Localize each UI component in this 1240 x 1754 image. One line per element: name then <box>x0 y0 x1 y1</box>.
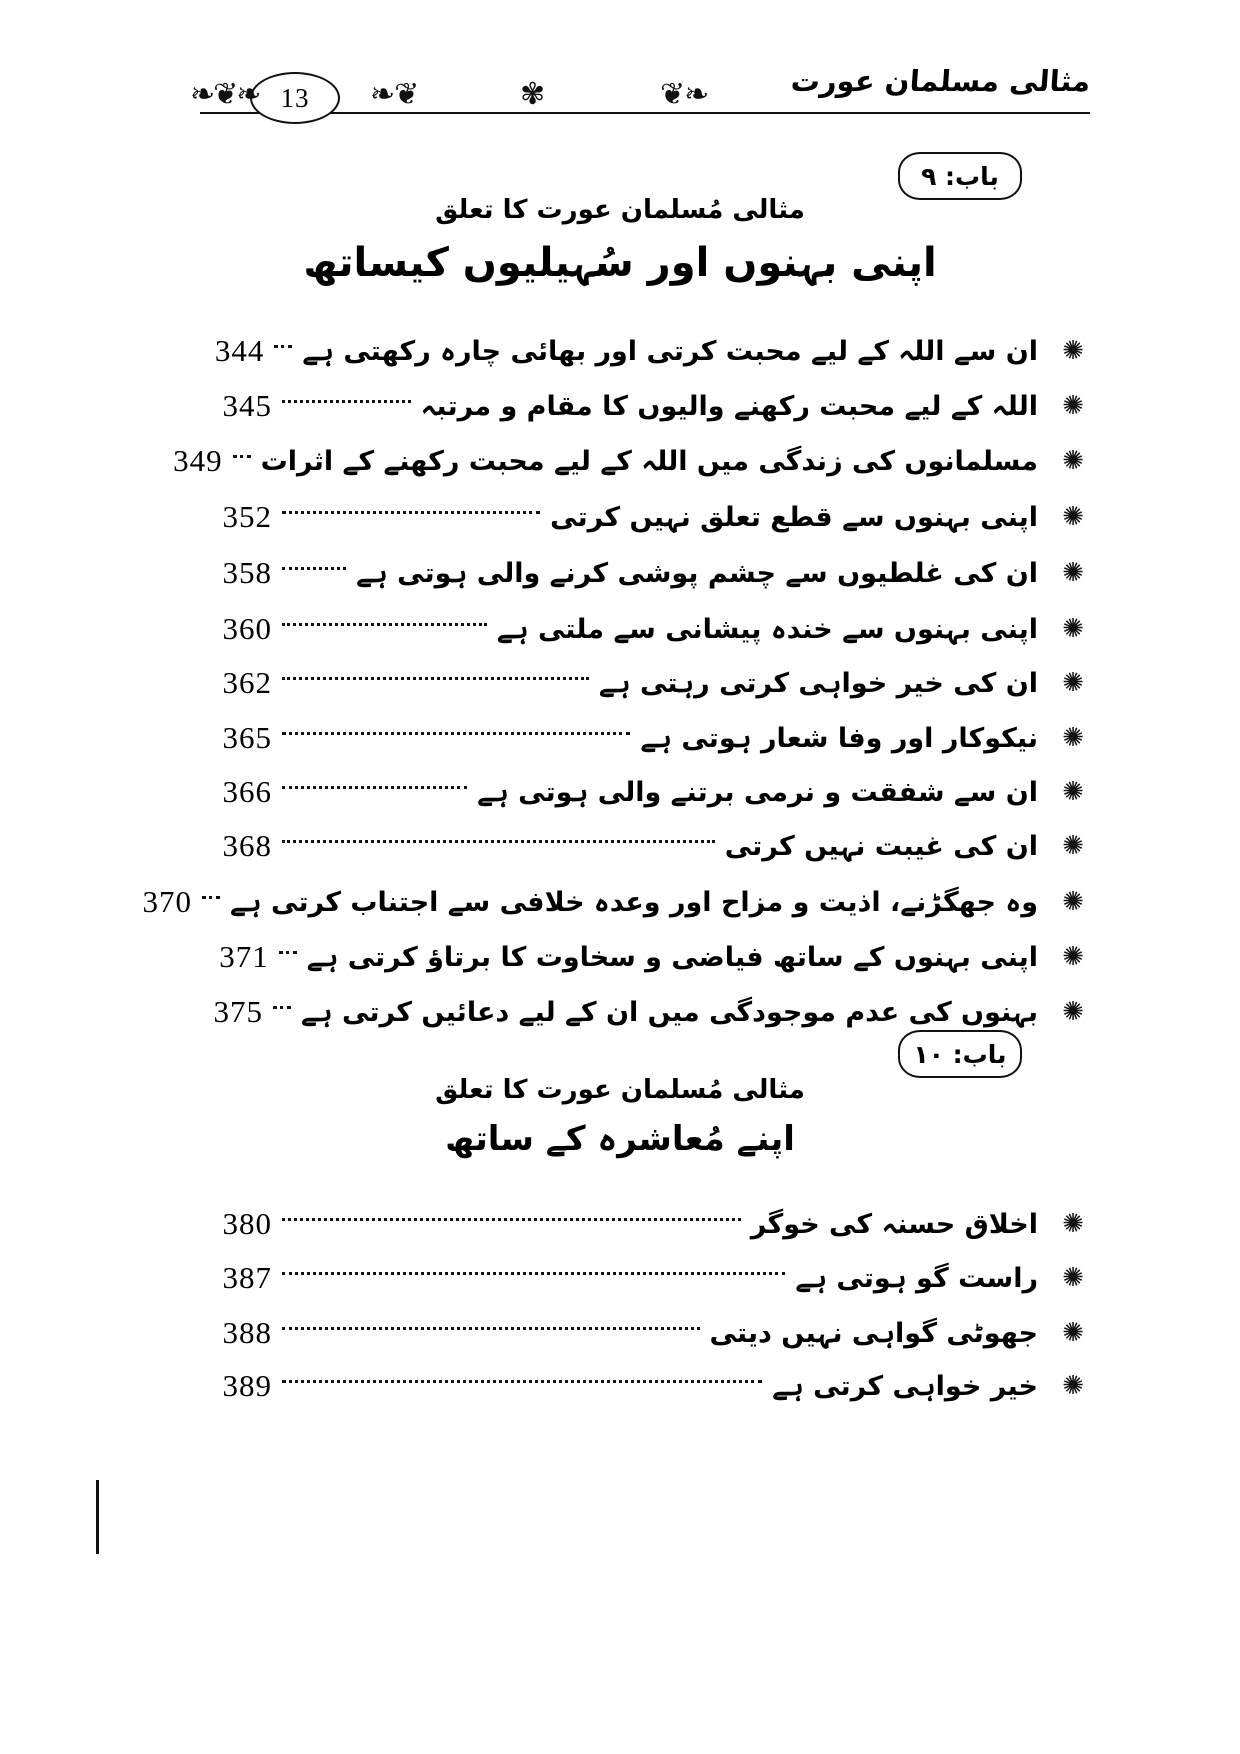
toc-entry[interactable] <box>210 764 1090 820</box>
toc-entry[interactable] <box>173 433 1090 489</box>
toc-entry[interactable] <box>210 1250 1090 1306</box>
toc-entry-title: وہ جھگڑنے، اذیت و مزاح اور وعدہ خلافی سے اجتناب کرتی ہے <box>229 886 1038 918</box>
flower-bullet-icon: ✺ <box>1062 887 1084 917</box>
dot-leader <box>282 785 467 789</box>
header-divider <box>200 112 1090 114</box>
flower-bullet-icon: ✺ <box>1062 942 1084 972</box>
toc-entry-title: ان کی غیبت نہیں کرتی <box>724 830 1038 862</box>
toc-entry-page: 365 <box>222 720 272 755</box>
dot-leader <box>282 622 487 626</box>
ornament-icon: ❧❦ <box>660 77 709 112</box>
toc-entry-page: 387 <box>222 1260 272 1295</box>
toc-entry-page: 388 <box>222 1315 272 1350</box>
dot-leader <box>282 1379 762 1383</box>
toc-entry-title: خیر خواہی کرتی ہے <box>772 1370 1038 1402</box>
page-spine-mark <box>96 1480 99 1554</box>
dot-leader <box>282 731 630 735</box>
toc-entry-title: بہنوں کی عدم موجودگی میں ان کے لیے دعائیں کرتی ہے <box>300 996 1038 1028</box>
toc-entry[interactable] <box>210 1196 1090 1252</box>
toc-entry[interactable] <box>210 710 1090 766</box>
toc-entry-page: 368 <box>222 828 272 863</box>
flower-bullet-icon: ✺ <box>1062 391 1084 421</box>
flower-bullet-icon: ✺ <box>1062 723 1084 753</box>
ornament-icon: ❦❧ <box>370 77 419 112</box>
toc-entry-title: اللہ کے لیے محبت رکھنے والیوں کا مقام و مرتبہ <box>420 390 1038 422</box>
toc-entry[interactable] <box>210 601 1090 657</box>
toc-entry-page: 370 <box>142 884 192 919</box>
toc-entry[interactable] <box>210 655 1090 711</box>
dot-leader <box>202 895 220 899</box>
flower-bullet-icon: ✺ <box>1062 336 1084 366</box>
chapter-title-9: اپنی بہنوں اور سُہیلیوں کیساتھ <box>303 240 937 286</box>
flower-bullet-icon: ✺ <box>1062 1263 1084 1293</box>
running-head: مثالی مسلمان عورت <box>789 64 1092 98</box>
page-header <box>190 62 1090 138</box>
dot-leader <box>233 454 251 458</box>
dot-leader <box>282 1326 700 1330</box>
flower-bullet-icon: ✺ <box>1062 777 1084 807</box>
toc-entry-page: 366 <box>222 774 272 809</box>
toc-entry[interactable] <box>210 378 1090 434</box>
toc-entry-title: مسلمانوں کی زندگی میں اللہ کے لیے محبت رکھنے کے اثرات <box>260 445 1038 477</box>
flower-bullet-icon: ✺ <box>1062 558 1084 588</box>
toc-entry[interactable] <box>210 545 1090 601</box>
dot-leader <box>282 399 411 403</box>
flower-bullet-icon: ✺ <box>1062 1209 1084 1239</box>
toc-entry-title: اپنی بہنوں سے خندہ پیشانی سے ملتی ہے <box>496 613 1038 645</box>
flower-bullet-icon: ✺ <box>1062 446 1084 476</box>
dot-leader <box>282 1217 741 1221</box>
dot-leader <box>273 1005 291 1009</box>
ornament-icon: ❧❦❧ <box>190 77 260 112</box>
toc-entry-page: 389 <box>222 1368 272 1403</box>
dot-leader <box>282 510 540 514</box>
toc-entry-title: جھوٹی گواہی نہیں دیتی <box>709 1317 1038 1349</box>
toc-entry-title: ان کی خیر خواہی کرتی رہتی ہے <box>598 667 1038 699</box>
toc-entry-title: ان کی غلطیوں سے چشم پوشی کرنے والی ہوتی ہے <box>356 557 1038 589</box>
chapter-subtitle-10: مثالی مُسلمان عورت کا تعلق <box>435 1075 805 1105</box>
toc-entry[interactable] <box>210 818 1090 874</box>
flower-bullet-icon: ✺ <box>1062 614 1084 644</box>
toc-entry-page: 371 <box>219 939 269 974</box>
toc-entry-title: ان سے شفقت و نرمی برتنے والی ہوتی ہے <box>477 776 1038 808</box>
toc-entry-page: 375 <box>213 994 263 1029</box>
chapter-badge-10: باب: ۱۰ <box>898 1030 1022 1078</box>
toc-entry-page: 380 <box>222 1206 272 1241</box>
toc-entry-page: 352 <box>222 499 272 534</box>
toc-entry[interactable] <box>210 489 1090 545</box>
ornament-icon: ✾ <box>520 77 545 112</box>
dot-leader <box>282 566 346 570</box>
toc-entry-page: 345 <box>222 388 272 423</box>
toc-entry-page: 360 <box>222 611 272 646</box>
toc-entry[interactable] <box>210 1358 1090 1414</box>
flower-bullet-icon: ✺ <box>1062 831 1084 861</box>
chapter-subtitle-9: مثالی مُسلمان عورت کا تعلق <box>435 195 805 225</box>
chapter-title-10: اپنے مُعاشرہ کے ساتھ <box>445 1119 795 1159</box>
toc-entry-title: راست گو ہوتی ہے <box>795 1262 1038 1294</box>
toc-entry[interactable] <box>210 929 1090 985</box>
toc-entry-page: 349 <box>173 443 223 478</box>
toc-entry-title: نیکوکار اور وفا شعار ہوتی ہے <box>640 722 1038 754</box>
dot-leader <box>282 676 589 680</box>
dot-leader <box>279 950 297 954</box>
toc-entry[interactable] <box>142 874 1090 930</box>
flower-bullet-icon: ✺ <box>1062 997 1084 1027</box>
toc-entry-page: 344 <box>214 333 265 368</box>
dot-leader <box>282 1271 785 1275</box>
toc-entry[interactable] <box>210 1305 1090 1361</box>
toc-entry-page: 362 <box>222 665 272 700</box>
toc-entry-title: اپنی بہنوں سے قطع تعلق نہیں کرتی <box>550 501 1038 533</box>
toc-entry-title: ان سے اللہ کے لیے محبت کرتی اور بھائی چارہ رکھتی ہے <box>302 335 1038 367</box>
page-number: 13 <box>250 72 340 124</box>
flower-bullet-icon: ✺ <box>1062 502 1084 532</box>
toc-entry[interactable] <box>210 323 1090 379</box>
flower-bullet-icon: ✺ <box>1062 1318 1084 1348</box>
dot-leader <box>282 839 715 843</box>
flower-bullet-icon: ✺ <box>1062 668 1084 698</box>
dot-leader <box>274 344 292 348</box>
chapter-badge-9: باب: ۹ <box>898 152 1022 200</box>
toc-entry-page: 358 <box>222 555 272 590</box>
toc-entry-title: اخلاق حسنہ کی خوگر <box>750 1208 1038 1240</box>
toc-entry-title: اپنی بہنوں کے ساتھ فیاضی و سخاوت کا برتاؤ کرتی ہے <box>306 941 1038 973</box>
flower-bullet-icon: ✺ <box>1062 1371 1084 1401</box>
